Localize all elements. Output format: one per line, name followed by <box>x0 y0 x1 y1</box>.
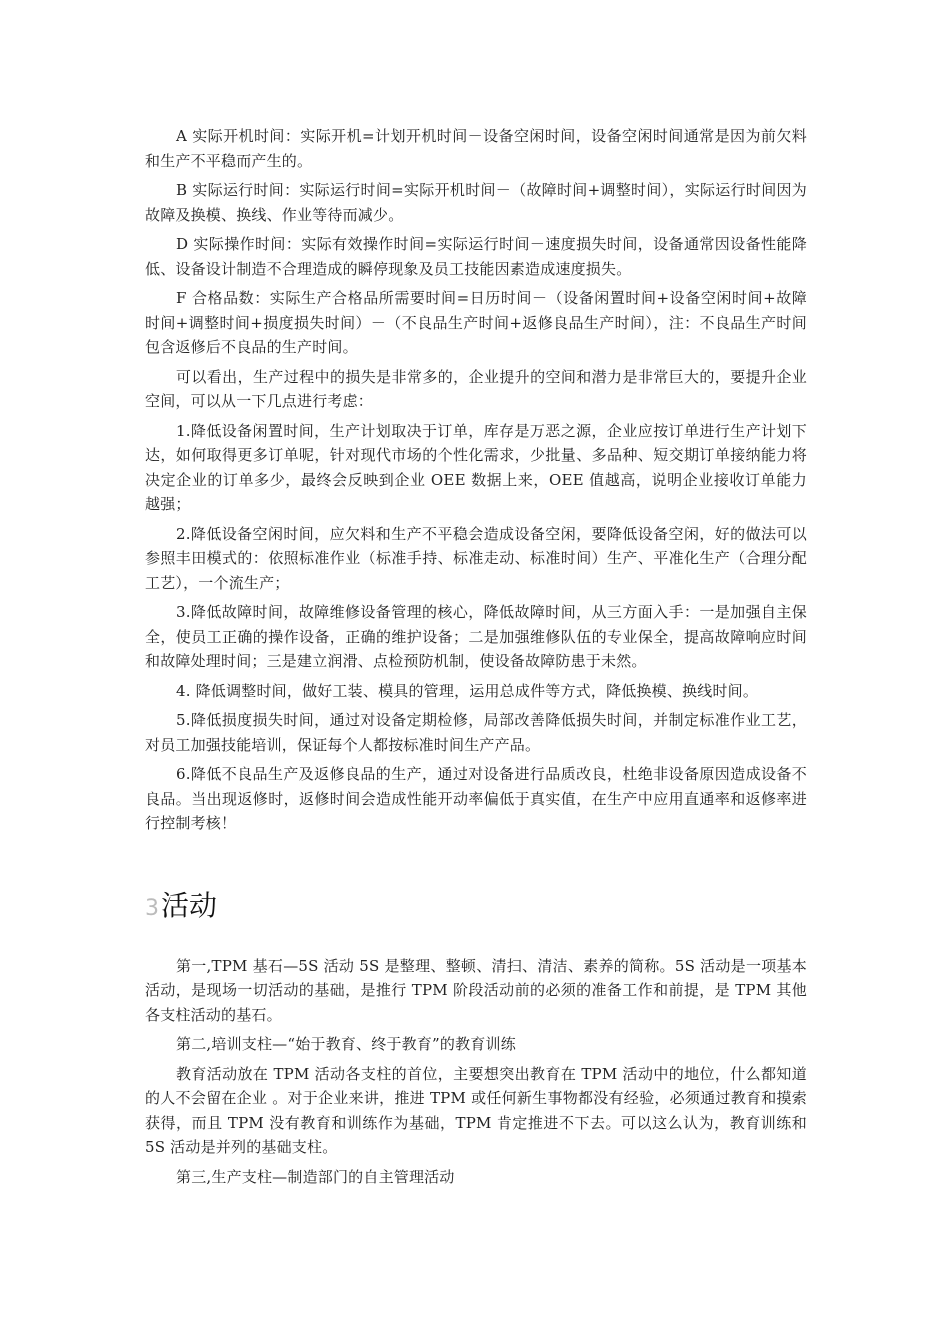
paragraph-actual-operation-time: D 实际操作时间：实际有效操作时间=实际运行时间－速度损失时间，设备通常因设备性能降低、设备设计制造不合理造成的瞬停现象及员工技能因素造成速度损失。 <box>145 235 807 278</box>
paragraph-actual-run-time: B 实际运行时间：实际运行时间=实际开机时间－（故障时间+调整时间），实际运行时间因为故障及换模、换线、作业等待而减少。 <box>145 181 807 224</box>
paragraph-item-6: 6.降低不良品生产及返修良品的生产，通过对设备进行品质改良，杜绝非设备原因造成设备不良品。当出现返修时，返修时间会造成性能开动率偏低于真实值，在生产中应用直通率和返修率进行控制考核！ <box>145 765 807 832</box>
paragraph-5s-pillar: 第一,TPM 基石—5S 活动 5S 是整理、整顿、清扫、清洁、素养的简称。5S 活动是一项基本活动，是现场一切活动的基础，是推行 TPM 阶段活动前的必须的准备工作和前提，是 TPM 其他各支柱活动的基石。 <box>145 956 807 1024</box>
paragraph-training-pillar-title: 第二,培训支柱—“始于教育、终于教育”的教育训练 <box>176 1035 516 1053</box>
paragraph-item-4: 4. 降低调整时间，做好工装、模具的管理，运用总成件等方式，降低换模、换线时间。 <box>176 681 759 700</box>
paragraph-training-pillar-body: 教育活动放在 TPM 活动各支柱的首位，主要想突出教育在 TPM 活动中的地位，什么都知道的人不会留在企业 。对于企业来讲，推进 TPM 或任何新生事物都没有经验，必须通过教育和摸索获得，而且 TPM 没有教育和训练作为基础，TPM 肯定推进不下去。可以这么认为，教育训练和 5S 活动是并列的基础支柱。 <box>145 1064 807 1156</box>
section-title: 活动 <box>161 888 218 922</box>
paragraph-production-pillar-title: 第三,生产支柱—制造部门的自主管理活动 <box>176 1167 455 1186</box>
paragraph-loss-summary: 可以看出，生产过程中的损失是非常多的，企业提升的空间和潜力是非常巨大的，要提升企业空间，可以从一下几点进行考虑： <box>145 367 807 410</box>
paragraph-item-2: 2.降低设备空闲时间，应欠料和生产不平稳会造成设备空闲，要降低设备空闲，好的做法可以参照丰田模式的：依照标准作业（标准手持、标准走动、标准时间）生产、平准化生产（合理分配工艺），一个流生产； <box>145 524 807 592</box>
section-heading <box>145 886 807 926</box>
paragraph-item-5: 5.降低损度损失时间，通过对设备定期检修，局部改善降低损失时间，并制定标准作业工艺，对员工加强技能培训，保证每个人都按标准时间生产产品。 <box>145 711 807 754</box>
section-number: 3 <box>145 895 159 921</box>
paragraph-actual-start-time: A 实际开机时间：实际开机=计划开机时间－设备空闲时间，设备空闲时间通常是因为前欠料和生产不平稳而产生的。 <box>145 127 807 170</box>
paragraph-item-3: 3.降低故障时间，故障维修设备管理的核心，降低故障时间，从三方面入手：一是加强自主保全，使员工正确的操作设备，正确的维护设备；二是加强维修队伍的专业保全，提高故障响应时间和故障处理时间；三是建立润滑、点检预防机制，使设备故障防患于未然。 <box>145 603 807 670</box>
document-page <box>145 124 807 1194</box>
paragraph-qualified-count: F 合格品数：实际生产合格品所需要时间=日历时间－（设备闲置时间+设备空闲时间+故障时间+调整时间+损度损失时间）－（不良品生产时间+返修良品生产时间），注：不良品生产时间包含返修后不良品的生产时间。 <box>145 289 807 356</box>
paragraph-item-1: 1.降低设备闲置时间，生产计划取决于订单，库存是万恶之源，企业应按订单进行生产计划下达，如何取得更多订单呢，针对现代市场的个性化需求，少批量、多品种、短交期订单接纳能力将决定企业的订单多少，最终会反映到企业 OEE 数据上来，OEE 值越高，说明企业接收订单能力越强； <box>145 421 807 513</box>
